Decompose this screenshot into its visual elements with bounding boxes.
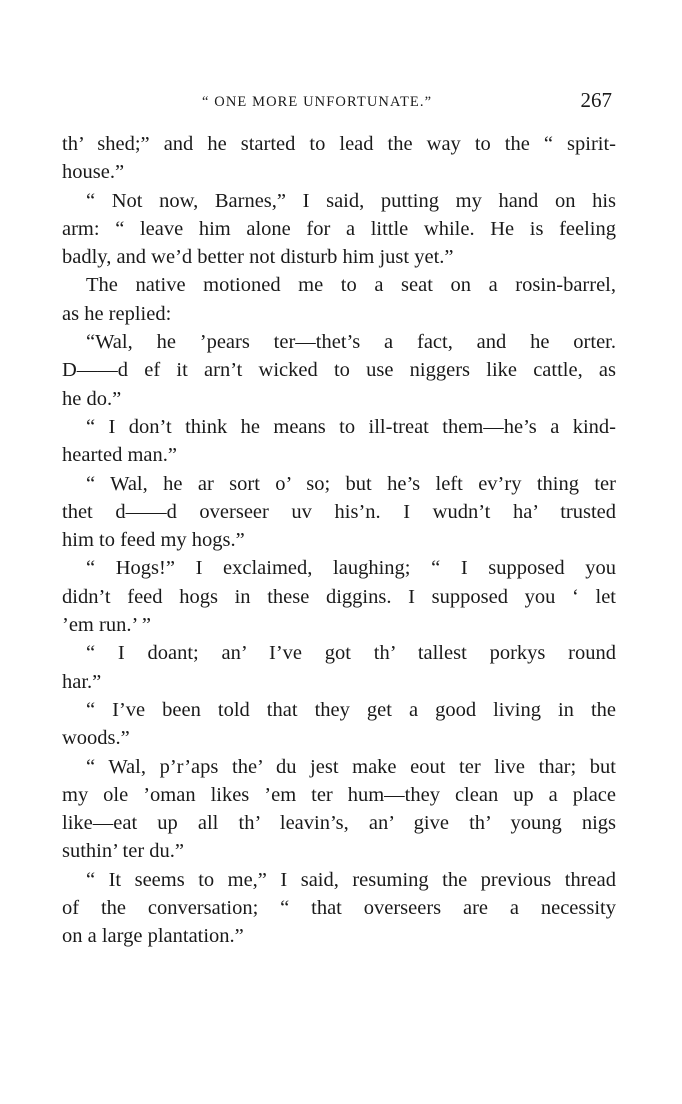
text-line: har.” (62, 670, 102, 693)
text-line: th’ shed;” and he started to lead the way to the “ spirit- (62, 133, 616, 155)
text-line: him to feed my hogs.” (62, 529, 245, 552)
text-line: didn’t feed hogs in these diggins. I supposed you ‘ let (62, 585, 616, 608)
page-number: 267 (580, 88, 612, 112)
text-line: hearted man.” (62, 444, 177, 467)
text-line: “ I’ve been told that they get a good living in the (86, 698, 616, 721)
running-title: “ ONE MORE UNFORTUNATE.” (202, 94, 433, 110)
text-line: house.” (62, 161, 125, 184)
text-line: “ Wal, p’r’aps the’ du jest make eout ter live thar; but (86, 755, 616, 778)
text-line: as he replied: (62, 302, 172, 325)
text-line: my ole ’oman likes ’em ter hum—they clean up a place (62, 783, 616, 806)
text-line: D——d ef it arn’t wicked to use niggers like cattle, as (62, 359, 616, 382)
text-line: woods.” (62, 727, 130, 750)
text-line: ’em run.’ ” (62, 614, 151, 637)
text-line: suthin’ ter du.” (62, 840, 185, 863)
running-head (62, 88, 618, 118)
text-line: “ Hogs!” I exclaimed, laughing; “ I supposed you (86, 557, 616, 580)
text-line: “ It seems to me,” I said, resuming the previous thread (86, 868, 616, 891)
text-line: arm: “ leave him alone for a little while. He is feeling (62, 217, 616, 240)
text-line: he do.” (62, 387, 122, 410)
text-line: “ I don’t think he means to ill-treat them—he’s a kind- (86, 415, 616, 438)
text-line: “Wal, he ’pears ter—thet’s a fact, and he orter. (86, 331, 616, 354)
text-line: thet d——d overseer uv his’n. I wudn’t ha’ trusted (62, 500, 616, 523)
text-line: “ Not now, Barnes,” I said, putting my hand on his (86, 189, 616, 212)
text-line: badly, and we’d better not disturb him just yet.” (62, 246, 454, 269)
text-line: of the conversation; “ that overseers are a necessity (62, 897, 616, 920)
text-line: on a large plantation.” (62, 925, 244, 948)
body-text (62, 130, 616, 951)
text-line: The native motioned me to a seat on a rosin-barrel, (86, 274, 616, 297)
text-line: “ Wal, he ar sort o’ so; but he’s left ev’ry thing ter (86, 472, 616, 495)
text-line: “ I doant; an’ I’ve got th’ tallest porkys round (86, 642, 616, 665)
text-line: like—eat up all th’ leavin’s, an’ give th’ young nigs (62, 812, 616, 835)
